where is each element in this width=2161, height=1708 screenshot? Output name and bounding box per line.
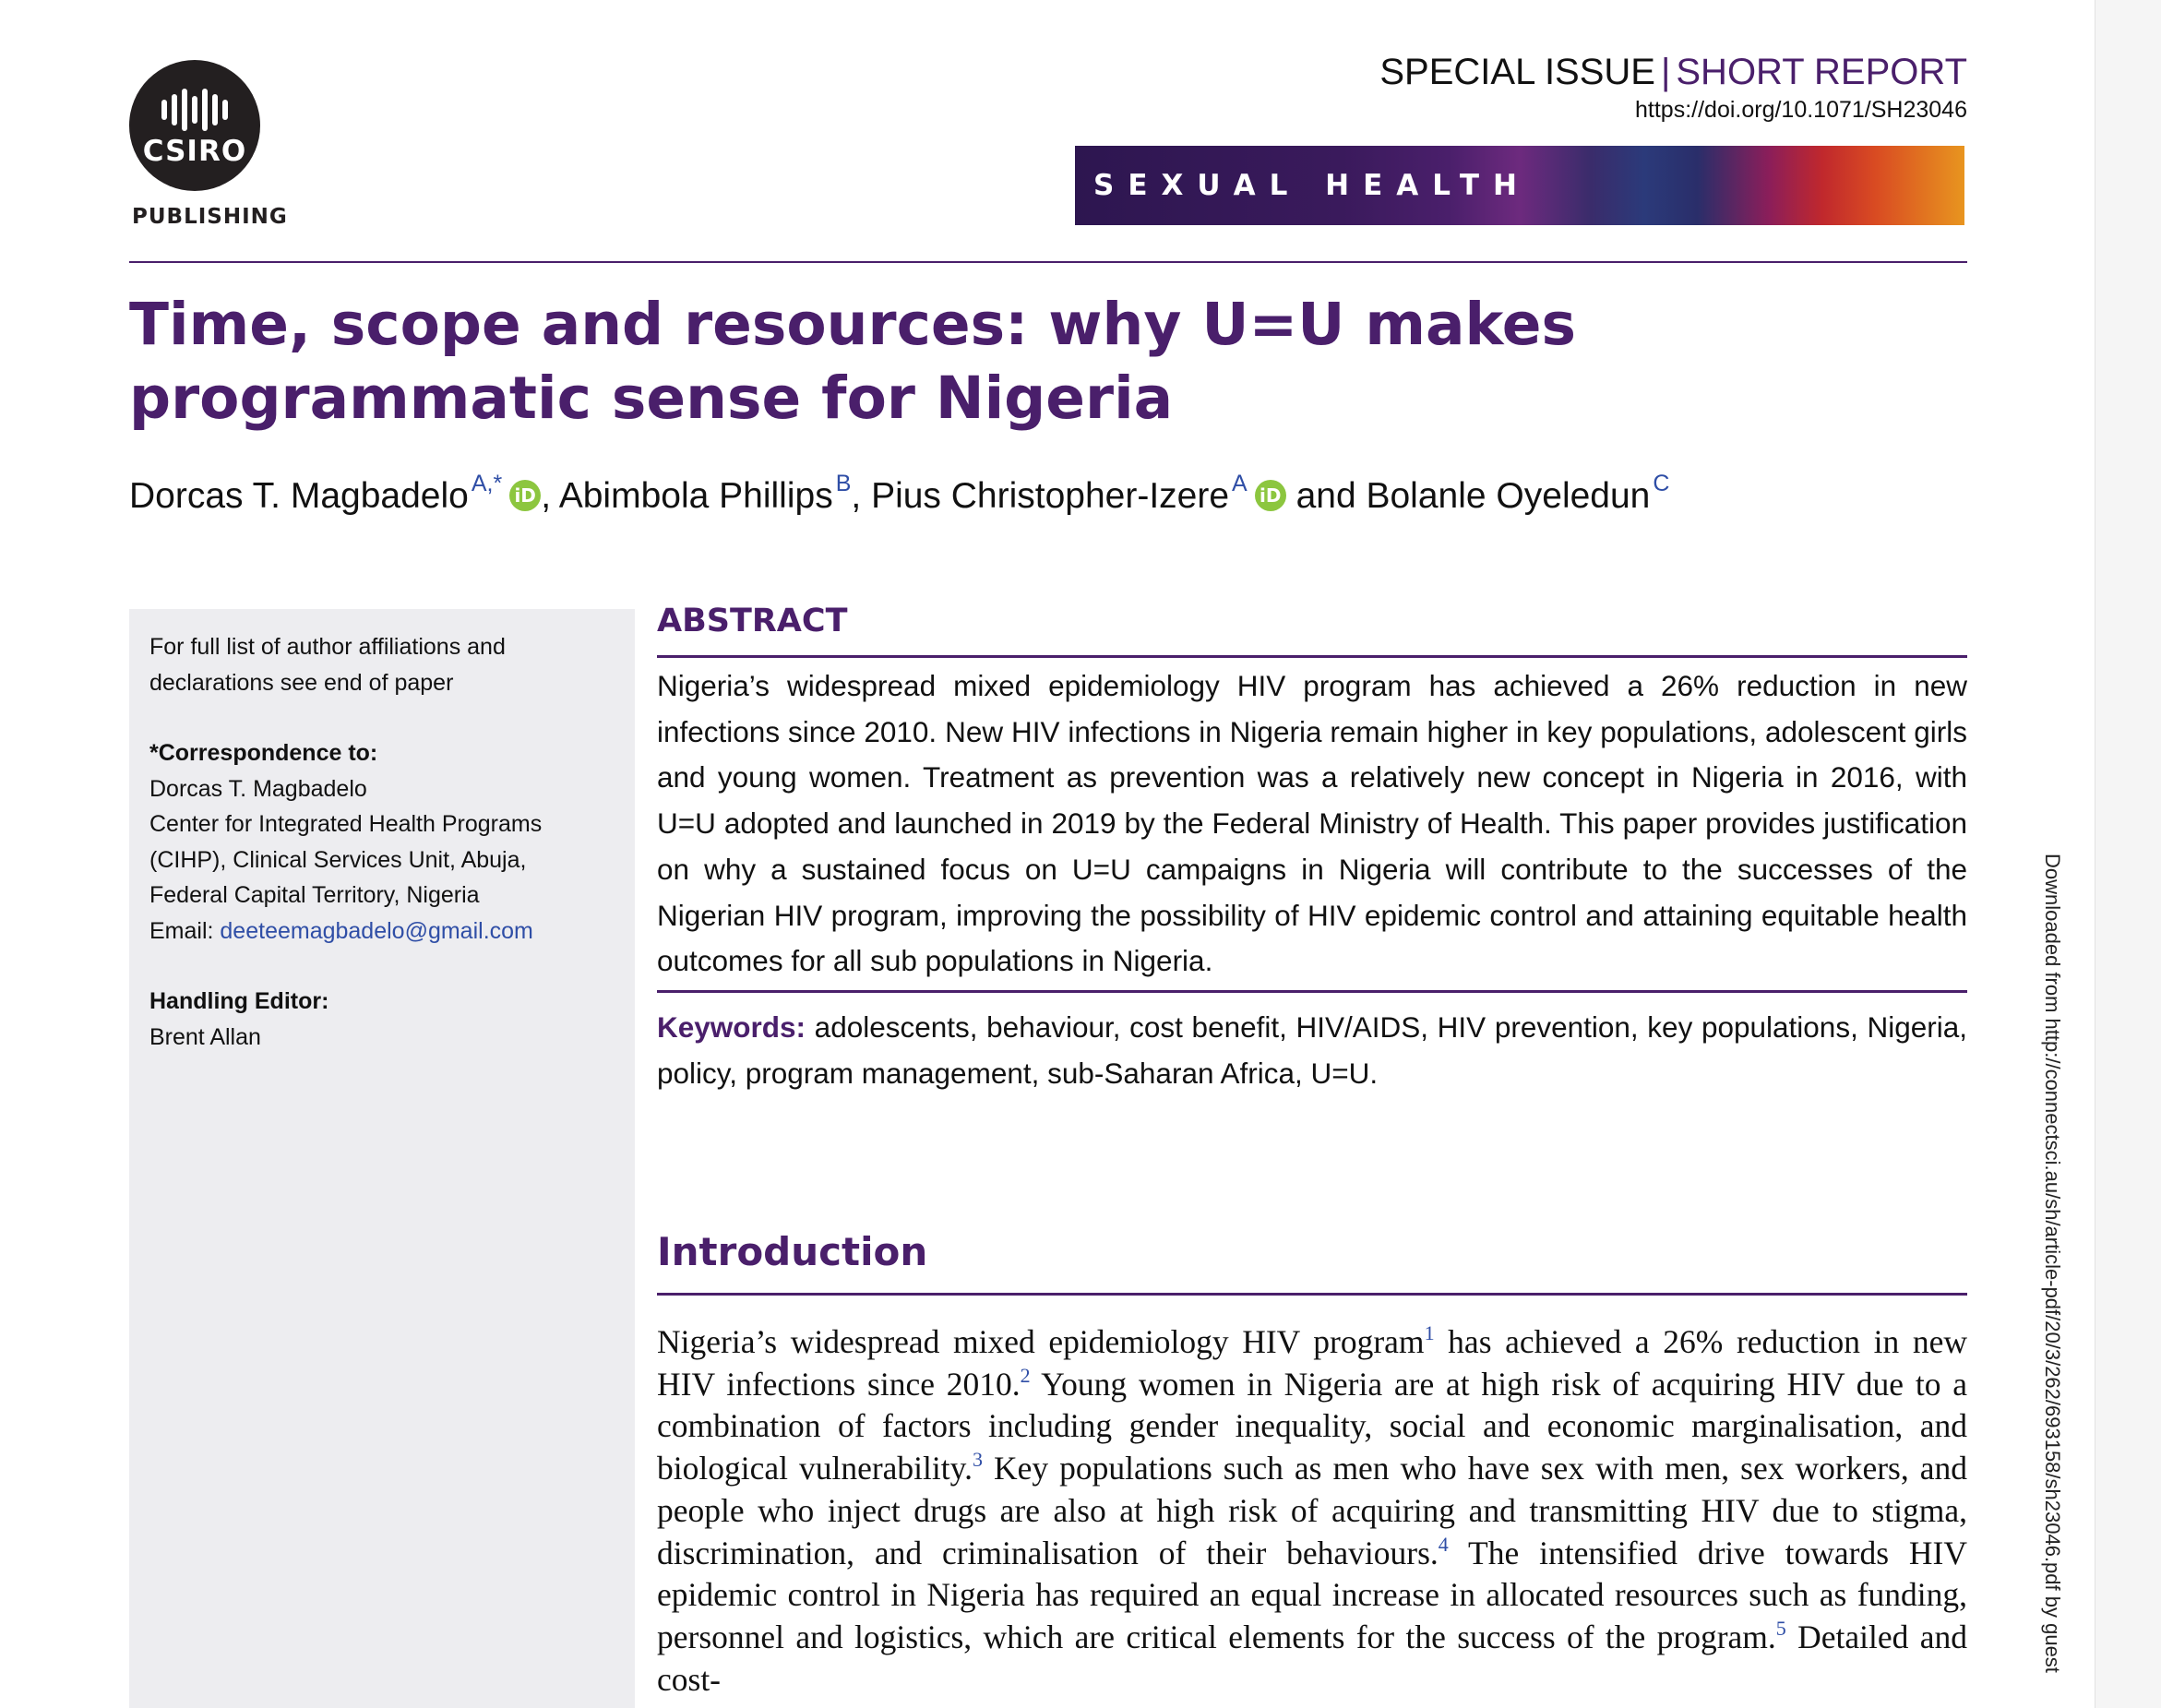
intro-sentence: The intensified drive towards HIV epidemic control in Nigeria has required an equal increase in allocated resources such as funding, personnel and logistics, which are critical elements for the success of the program. — [657, 1534, 1967, 1655]
keywords-text: adolescents, behaviour, cost benefit, HIV/AIDS, HIV prevention, key populations, Nigeria, policy, program management, sub-Saharan Africa, U=U. — [657, 1009, 1967, 1090]
introduction-text — [657, 1321, 1967, 1701]
keywords-label: Keywords: — [657, 1009, 806, 1044]
journal-banner — [1075, 146, 1964, 225]
email-label: Email: — [149, 917, 221, 944]
correspondence-heading: *Correspondence to: — [149, 740, 378, 766]
main-column — [657, 600, 1968, 1698]
abstract-bottom-rule — [657, 990, 1967, 993]
introduction-heading: Introduction — [657, 1229, 928, 1274]
citation-ref[interactable]: 5 — [1775, 1616, 1786, 1640]
author-separator: , — [851, 476, 872, 516]
correspondence-block — [149, 735, 615, 949]
correspondence-name: Dorcas T. Magbadelo — [149, 775, 367, 802]
editor-block — [149, 984, 615, 1055]
correspondence-email — [149, 914, 615, 950]
author-affiliation: A — [1232, 471, 1248, 496]
abstract-text: Nigeria’s widespread mixed epidemiology HIV program has achieved a 26% reduction in new infections since 2010. New HIV infections in Nigeria remain higher in key populations, adolescent girls and young women. Treatment as prevention was a relatively new concept in Nigeria in 2016, with U=U adopted and launched in 2019 by the Federal Ministry of Health. This paper provides justification on why a sustained focus on U=U campaigns in Nigeria will contribute to the successes of the Nigerian HIV program, improving the possibility of HIV epidemic control and attaining equitable health outcomes for all sub populations in Nigeria. — [657, 669, 1967, 978]
editor-heading: Handling Editor: — [149, 988, 329, 1014]
author-separator: and — [1285, 476, 1367, 516]
citation-ref[interactable]: 4 — [1438, 1532, 1449, 1556]
abstract-heading: ABSTRACT — [657, 603, 848, 639]
intro-sentence: Young women in Nigeria are at high risk of acquiring HIV due to a combination of factors including gender inequality, social and economic marginalisation, and biological vulnerability. — [657, 1365, 1967, 1487]
doi-link[interactable]: https://doi.org/10.1071/SH23046 — [1635, 97, 1967, 123]
header-divider — [129, 261, 1967, 263]
correspondence-org: (CIHP), Clinical Services Unit, Abuja, — [149, 846, 527, 873]
affiliations-note-block — [149, 629, 615, 700]
journal-name: SEXUAL HEALTH — [1093, 169, 1531, 202]
viewer-gutter — [2095, 0, 2161, 1708]
author-separator: , — [541, 476, 559, 516]
orcid-icon[interactable]: iD — [509, 480, 541, 511]
intro-sentence: Key populations such as men who have sex with men, sex workers, and people who inject drugs are also at high risk of acquiring and transmitting HIV due to stigma, discrimination, and criminalisation of their behaviours. — [657, 1450, 1968, 1571]
email-link[interactable]: deeteemagbadelo@gmail.com — [220, 917, 533, 944]
issue-separator: | — [1660, 52, 1671, 92]
sound-bars-icon — [161, 89, 228, 131]
author-name: Pius Christopher-Izere — [871, 476, 1230, 516]
csiro-logo — [129, 60, 260, 191]
correspondence-org: Federal Capital Territory, Nigeria — [149, 882, 480, 908]
correspondence-org: Center for Integrated Health Programs — [149, 811, 543, 837]
header-meta — [1379, 52, 1967, 124]
editor-name: Brent Allan — [149, 1023, 261, 1050]
article-sidebar — [129, 609, 635, 1708]
author-affiliation: A,* — [471, 471, 503, 496]
orcid-icon[interactable]: iD — [1255, 480, 1286, 511]
issue-type — [1379, 52, 1967, 93]
special-issue-label: SPECIAL ISSUE — [1379, 52, 1655, 92]
citation-ref[interactable]: 1 — [1424, 1321, 1435, 1344]
intro-sentence: Nigeria’s widespread mixed epidemiology HIV program — [657, 1323, 1425, 1360]
affiliations-note: For full list of author affiliations and declarations see end of paper — [149, 634, 506, 696]
author-name: Bolanle Oyeledun — [1366, 476, 1651, 516]
intro-sentence: has achieved a 26% reduction in new HIV infections since 2010. — [657, 1323, 1968, 1403]
article-title: Time, scope and resources: why U=U makes programmatic sense for Nigeria — [129, 291, 1576, 432]
download-watermark: Downloaded from http://connectsci.au/sh/article-pdf/20/3/262/693158/sh23046.pdf by guest — [2041, 854, 2064, 1673]
intro-sentence: Detailed and cost- — [657, 1618, 1967, 1698]
abstract-top-rule — [657, 655, 1967, 658]
keywords — [657, 1004, 1967, 1096]
citation-ref[interactable]: 2 — [1020, 1363, 1031, 1387]
author-affiliation: C — [1653, 471, 1670, 496]
report-type-label: SHORT REPORT — [1676, 52, 1967, 92]
author-name: Dorcas T. Magbadelo — [129, 476, 469, 516]
logo-text: CSIRO — [142, 135, 247, 168]
author-name: Abimbola Phillips — [558, 476, 833, 516]
author-list — [129, 471, 1669, 517]
publisher-name: PUBLISHING — [132, 205, 288, 229]
citation-ref[interactable]: 3 — [972, 1448, 983, 1472]
author-affiliation: B — [835, 471, 852, 496]
introduction-rule — [657, 1293, 1967, 1296]
